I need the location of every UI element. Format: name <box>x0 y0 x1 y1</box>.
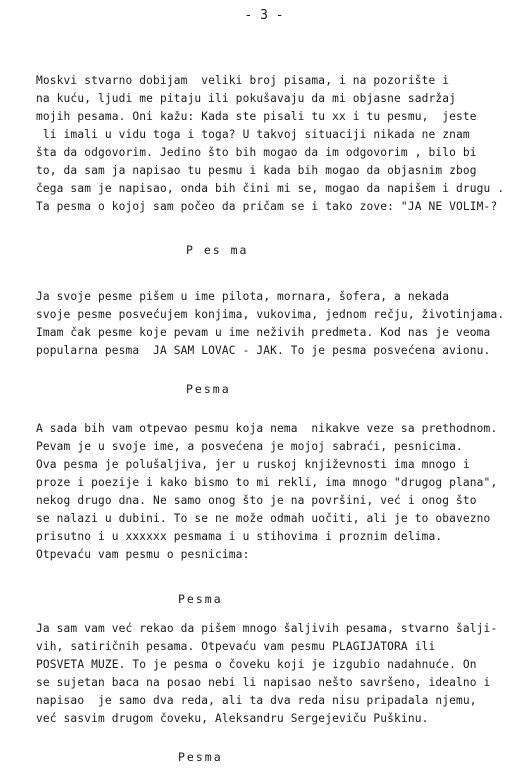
text-line: prisutno i u xxxxxx pesmama i u stihovima i proznim delima. <box>36 530 443 543</box>
text-line: li imali u vidu toga i toga? U takvoj situaciji nikada ne znam <box>36 128 470 141</box>
text-line: šta da odgovorim. Jedino što bih mogao da im odgovorim , bilo bi <box>36 146 477 159</box>
text-line: Ta pesma o kojoj sam počeo da pričam se i tako zove: "JA NE VOLIM-? <box>36 200 498 213</box>
section-heading: Pesma <box>178 592 223 606</box>
section-heading: Pesma <box>178 750 223 764</box>
text-line: svoje pesme posvećujem konjima, vukovima, jednom rečju, životinjama. <box>36 308 505 321</box>
page-number: - 3 - <box>244 8 284 23</box>
text-line: mojih pesama. Oni kažu: Kada ste pisali tu xx i tu pesmu, jeste <box>36 110 477 123</box>
text-line: nekog drugo dna. Ne samo onog što je na površini, već i onog što <box>36 494 477 507</box>
text-line: napisao je samo dva reda, ali ta dva reda nisu pripadala njemu, <box>36 694 477 707</box>
text-line: Otpevaću vam pesmu o pesnicima: <box>36 548 250 561</box>
text-line: A sada bih vam otpevao pesmu koja nema nikakve veze sa prethodnom. <box>36 422 498 435</box>
text-line: već sasvim drugom čoveku, Aleksandru Sergejeviču Puškinu. <box>36 712 429 725</box>
text-line: na kuću, ljudi me pitaju ili pokušavaju da mi objasne sadržaj <box>36 92 457 105</box>
text-line: čega sam je napisao, onda bih čini mi se, mogao da napišem i drugu . <box>36 182 505 195</box>
text-line: proze i poezije i kako bismo to mi rekli, ima mnogo "drugog plana", <box>36 476 498 489</box>
text-line: Ja sam vam već rekao da pišem mnogo šaljivih pesama, stvarno šalji- <box>36 622 498 635</box>
text-line: Pevam je u svoje ime, a posvećena je mojoj sabraći, pesnicima. <box>36 440 463 453</box>
section-heading: P es ma <box>186 243 249 257</box>
text-line: se sujetan baca na posao nebi li napisao nešto savršeno, idealno i <box>36 676 491 689</box>
text-line: to, da sam ja napisao tu pesmu i kada bih mogao da objasnim zbog <box>36 164 477 177</box>
text-line: Imam čak pesme koje pevam u ime neživih predmeta. Kod nas je veoma <box>36 326 491 339</box>
text-line: popularna pesma JA SAM LOVAC - JAK. To je pesma posvećena avionu. <box>36 344 491 357</box>
text-line: Moskvi stvarno dobijam veliki broj pisama, i na pozorište i <box>36 74 450 87</box>
text-line: POSVETA MUZE. To je pesma o čoveku koji je izgubio nadahnuće. On <box>36 658 477 671</box>
text-line: Ova pesma je polušaljiva, jer u ruskoj književnosti ima mnogo i <box>36 458 470 471</box>
section-heading: Pesma <box>186 382 231 396</box>
text-line: se nalazi u dubini. To se ne može odmah uočiti, ali je to obavezno <box>36 512 491 525</box>
text-line: vih, satiričnih pesama. Otpevaću vam pesmu PLAGIJATORA ili <box>36 640 436 653</box>
text-line: Ja svoje pesme pišem u ime pilota, mornara, šofera, a nekada <box>36 290 450 303</box>
